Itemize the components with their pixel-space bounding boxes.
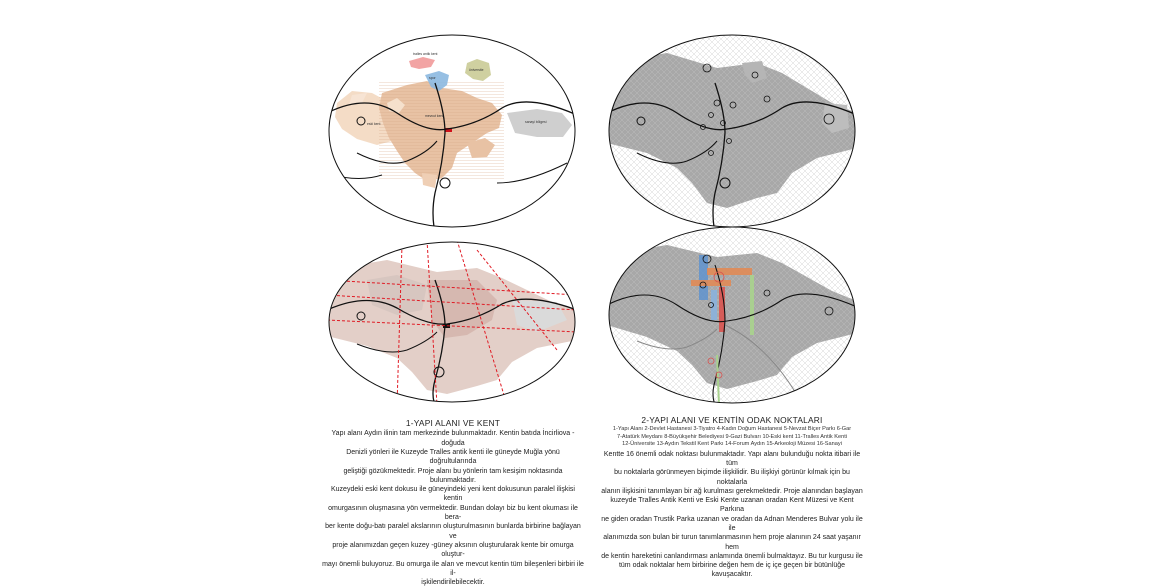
caption-title: 2-YAPI ALANI VE KENTİN ODAK NOKTALARI (641, 415, 823, 425)
route-blue (699, 255, 708, 300)
caption-body (598, 450, 866, 580)
body-line: proje alanımızdan geçen kuzey -güney aksının oluşturularak kente bir omurga oluştur- (332, 541, 574, 559)
route-orange (707, 268, 752, 275)
body-line: Yapı alanı Aydın ilinin tam merkezinde bulunmaktadır. Kentin batıda İncirliova - doğuda (331, 430, 575, 447)
body-line: omurgasının oluşmasına yön vermektedir. Bundan dolayı biz bu kent okuması ile bera- (328, 504, 578, 522)
tralles-area (409, 57, 435, 69)
caption-focal-points (598, 416, 866, 580)
body-line: tüm odak noktalar hem birbirine değen hem de iç içe geçen bir bütünlüğe kavuşacaktır. (618, 562, 846, 579)
label-university: üniversite (469, 68, 484, 72)
label-sport: spor (429, 76, 436, 80)
caption-body (322, 429, 584, 587)
body-line: geliştiği gözükmektedir. Proje alanı bu yönlerin tam kesişim noktasında bulunmaktadır. (343, 467, 563, 484)
route-green (750, 275, 754, 335)
legend-line: 1-Yapı Alanı 2-Devlet Hastanesi 3-Tiyatro 4-Kadın Doğum Hastanesi 5-Nevzat Biçer Parkı 6-Gar (612, 426, 852, 433)
body-line: bu noktalarla görünmeyen biçimde ilişkilidir. Bu ilişkiyi görünür kılmak için bu noktalarla (614, 469, 850, 486)
label-current-city: mevcut kent (425, 114, 444, 118)
body-line: alanın ilişkisini tanımlayan bir ağ kurulması gerekmektedir. Proje alanından başlayan (601, 487, 863, 495)
route-orange (691, 280, 731, 286)
focal-point-legend (598, 426, 866, 448)
label-tralles: tralles antik kent (413, 52, 438, 56)
map-axes (327, 240, 577, 405)
body-line: kuzeyde Tralles Antik Kenti ve Eski Kente uzanan oradan Kent Müzesi ve Kent Parkına (610, 497, 854, 514)
map-focal-points (607, 33, 857, 233)
legend-line: 12-Üniversite 13-Aydın Tekstil Kent Parkı 14-Forum Aydın 15-Arkeoloji Müzesi 16-Sanayi (622, 441, 842, 448)
legend-line: 7-Atatürk Meydanı 8-Büyükşehir Belediyesi 9-Gazi Bulvarı 10-Eski kent 11-Tralles Antik Kenti (616, 433, 848, 440)
body-line: de kentin hareketini canlandırması anlamında önemli bulmaktayız. Bu tur kurgusu ile (601, 552, 863, 560)
body-line: mayı önemli buluyoruz. Bu omurga ile alan ve mevcut kentin tüm bileşenleri birbiri ile il- (322, 560, 584, 577)
body-line: Kentte 16 önemli odak noktası bulunmaktadır. Yapı alanı bulunduğu nokta itibari ile tüm (603, 450, 861, 467)
caption-site-and-city (322, 419, 584, 587)
body-line: ber kente doğu-batı paralel akslarının oluşturulmasının bunlarda birbirine bağlayan ve (325, 523, 581, 540)
route-blue (711, 290, 717, 320)
label-industry: sanayi bölgesi (525, 120, 547, 124)
body-line: Denizli yönleri ile Kuzeyde Tralles antik kenti ile güneyde Muğla yönü doğrultularında (346, 449, 560, 466)
body-line: ne giden oradan Trustik Parka uzanan ve oradan da Adnan Menderes Bulvar yolu ile ile (601, 515, 863, 532)
map-site-and-city (327, 33, 577, 233)
label-old-city: eski kent (367, 122, 381, 126)
body-line: Kuzeydeki eski kent dokusu ile güneyindeki yeni kent dokusunun paralel ilişkisi kentin (331, 486, 575, 503)
map-route-network (607, 225, 857, 405)
caption-title: 1-YAPI ALANI VE KENT (405, 418, 501, 428)
body-line: işkilendirilebilecektir. (421, 579, 485, 587)
body-line: alanımızda son bulan bir turun tanımlanmasının hem proje alanının 24 saat yaşanır hem (603, 534, 861, 551)
